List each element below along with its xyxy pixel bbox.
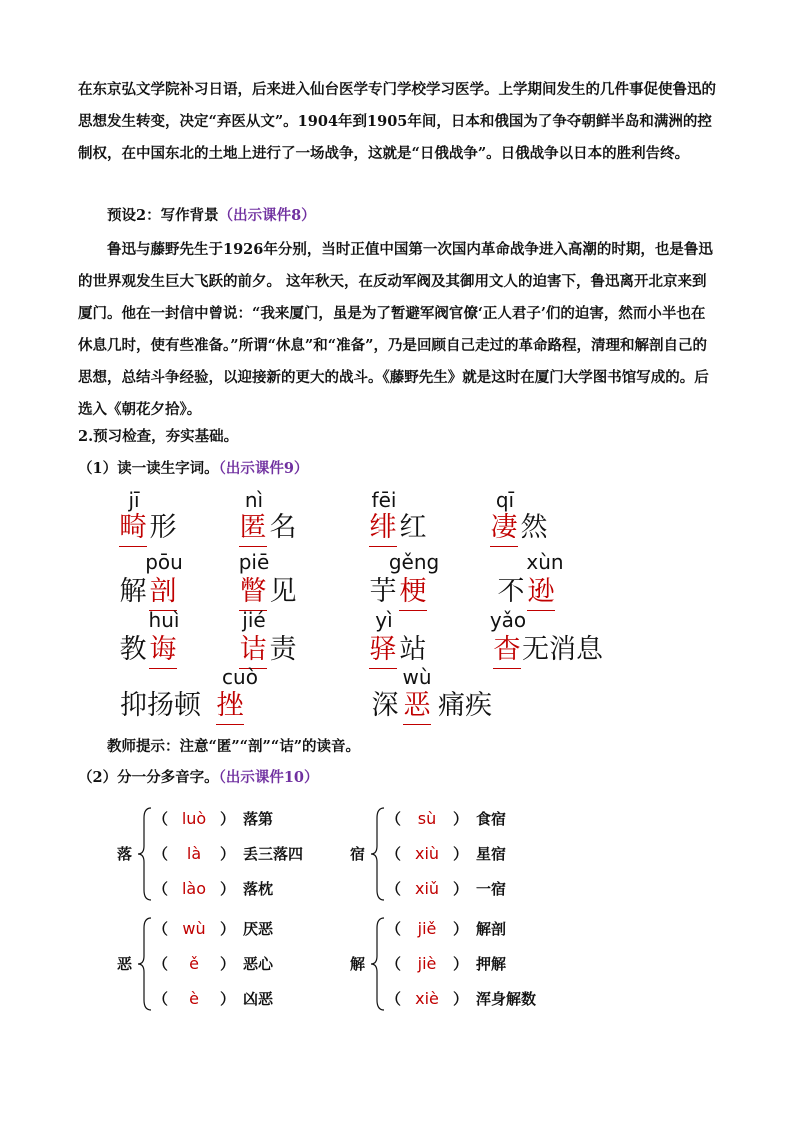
pinyin-wu: wù — [402, 665, 432, 689]
background-paragraph-2: 鲁迅与藤野先生于1926年分别，当时正值中国第一次国内革命战争进入高潮的时期，也是鲁迅的世界观发生巨大飞跃的前夕。 这年秋天，在反动军阀及其御用文人的迫害下，鲁迅离开北京来到厦门。他在一封信中曾说：“我来厦门，虽是为了暂避军阀官僚‘正人君子’们的迫害，然而小半也在休息几时，使有些准备。”所谓“休息”和“准备”，乃是回顾自己走过的革命路程，清理和解剖自己的思想，总结斗争经验，以迎接新的更大的战斗。《藤野先生》就是这时在厦门大学图书馆写成的。后选入《朝花夕拾》。 — [78, 241, 713, 418]
pinyin-yao: yǎo — [489, 608, 527, 632]
pinyin-jie: jié — [242, 608, 266, 632]
polyphone-row: （ sù ） 食宿 — [386, 809, 507, 828]
polyphone-row: （ xiù ） 星宿 — [386, 844, 507, 863]
part-2-courseware-hint: （出示课件10） — [218, 769, 319, 786]
brace-icon — [369, 916, 387, 1012]
part-1-label: （1）读一读生字词。 — [78, 460, 219, 477]
brace-icon — [136, 806, 154, 902]
polyphone-row: （ jiě ） 解剖 — [386, 919, 507, 938]
part-1-heading — [78, 457, 308, 478]
brace-icon — [136, 916, 154, 1012]
vocab-word: 解 剖 — [119, 576, 177, 607]
polyphone-char: 宿 — [350, 845, 366, 863]
vocab-word: 不 逊 — [497, 576, 555, 607]
vocab-word: 匿 名 — [239, 512, 297, 543]
part-1-courseware-hint: （出示课件9） — [218, 460, 309, 477]
polyphone-row: （ xiè ） 浑身解数 — [386, 989, 537, 1008]
teacher-tip: 教师提示：注意“匿”“剖”“诘”的读音。 — [107, 738, 361, 755]
pinyin-yi: yì — [375, 608, 393, 632]
pinyin-ni: nì — [244, 488, 264, 512]
pinyin-geng: gěng — [388, 550, 440, 574]
pinyin-cuo: cuò — [222, 665, 258, 689]
polyphone-row: （ è ） 凶恶 — [153, 989, 274, 1008]
pinyin-pie: piē — [238, 550, 270, 574]
polyphone-row: （ wù ） 厌恶 — [153, 919, 274, 938]
vocab-word: 芋 梗 — [369, 576, 427, 607]
part-2-heading — [78, 766, 319, 787]
polyphone-row: （ ě ） 恶心 — [153, 954, 274, 973]
polyphone-char: 恶 — [117, 955, 133, 973]
pinyin-pou: pōu — [145, 550, 183, 574]
background-paragraph-1: 在东京弘文学院补习日语，后来进入仙台医学专门学校学习医学。上学期间发生的几件事促使鲁迅的思想发生转变，决定“弃医从文”。1904年到1905年间，日本和俄国为了争夺朝鲜半岛和满洲的控制权，在中国东北的土地上进行了一场战争，这就是“日俄战争”。日俄战争以日本的胜利告终。 — [78, 81, 716, 162]
vocab-word: 抑扬顿 挫 — [120, 690, 244, 721]
vocab-word: 瞥 见 — [239, 576, 297, 607]
pinyin-fei: fēi — [371, 488, 397, 512]
part-2-label: （2）分一分多音字。 — [78, 769, 219, 786]
polyphone-row: （ lào ） 落枕 — [153, 879, 274, 898]
preset-2-courseware-hint: （出示课件8） — [218, 207, 316, 224]
pinyin-qi: qī — [495, 488, 515, 512]
section-2-title: 2.预习检查，夯实基础。 — [78, 428, 239, 445]
pinyin-ji: jī — [128, 488, 140, 512]
vocab-word: 教 诲 — [119, 634, 177, 665]
vocab-word: 驿 站 — [369, 634, 427, 665]
polyphone-char: 落 — [117, 845, 133, 863]
polyphone-row: （ luò ） 落第 — [153, 809, 274, 828]
vocab-word: 诘 责 — [239, 634, 297, 665]
polyphone-row: （ jiè ） 押解 — [386, 954, 507, 973]
pinyin-xun: xùn — [526, 550, 564, 574]
vocab-word: 凄 然 — [490, 512, 548, 543]
preset-2-label: 预设2：写作背景 — [107, 207, 219, 224]
polyphone-row: （ là ） 丢三落四 — [153, 844, 304, 863]
pinyin-hui: huì — [148, 608, 180, 632]
preset-2-heading — [107, 204, 316, 225]
vocab-word: 绯 红 — [369, 512, 427, 543]
vocab-word: 畸 形 — [119, 512, 177, 543]
vocab-word: 深 恶 痛疾 — [371, 690, 492, 721]
polyphone-char: 解 — [350, 955, 366, 973]
brace-icon — [369, 806, 387, 902]
polyphone-row: （ xiǔ ） 一宿 — [386, 879, 507, 898]
vocab-word: 杳无消息 — [493, 634, 603, 665]
